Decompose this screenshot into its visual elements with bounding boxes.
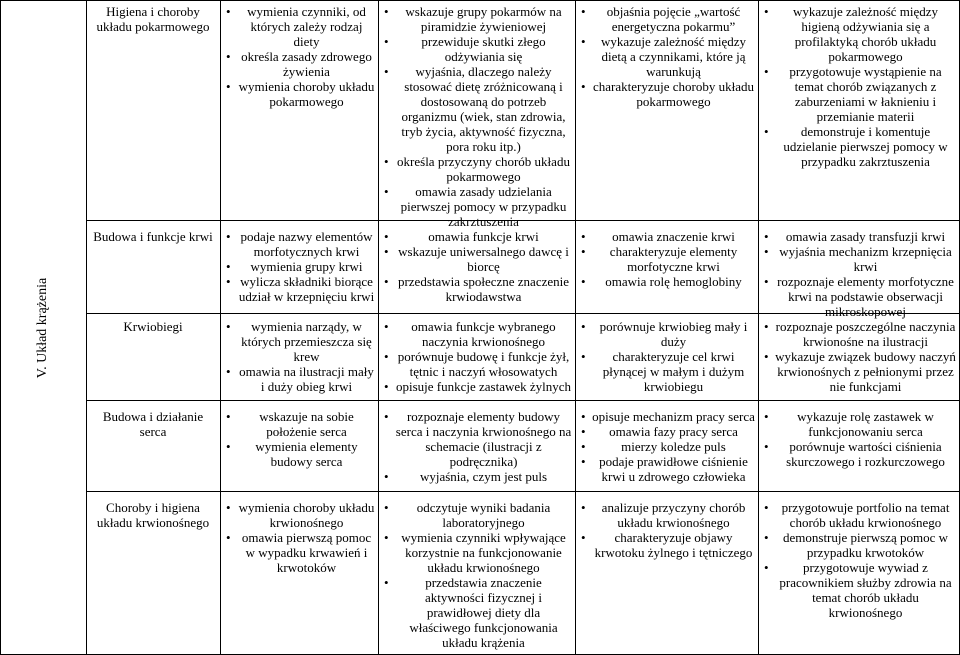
row-topic: Budowa i funkcje krwi [93, 229, 213, 244]
list-item: • wykazuje rolę zastawek w funkcjonowaniu serca [762, 409, 956, 439]
list-item: • rozpoznaje elementy budowy serca i naczynia krwionośnego na schemacie (ilustracji z podręcznika) [382, 409, 572, 469]
bullet-list [382, 500, 572, 650]
list-item: • rozpoznaje poszczególne naczynia krwionośne na ilustracji [762, 319, 956, 349]
bullet-list [579, 500, 755, 560]
list-item: • porównuje wartości ciśnienia skurczowego i rozkurczowego [762, 439, 956, 469]
row1-col3 [579, 4, 755, 109]
list-item: • omawia funkcje krwi [382, 229, 572, 244]
list-item: • określa przyczyny chorób układu pokarmowego [382, 154, 572, 184]
bullet-list [762, 4, 956, 169]
bullet-list [579, 319, 755, 394]
list-item: • przygotowuje wystąpienie na temat chorób związanych z zaburzeniami w łaknieniu i przemianie materii [762, 64, 956, 124]
list-item: • wykazuje zależność między dietą a czynnikami, które ją warunkują [579, 34, 755, 79]
list-item: • omawia znaczenie krwi [579, 229, 755, 244]
list-item: • wyjaśnia, dlaczego należy stosować dietę zróżnicowaną i dostosowaną do potrzeb organizmu (wiek, stan zdrowia, tryb życia, aktywność fizyczna, pora roku itp.) [382, 64, 572, 154]
list-item: • wyjaśnia mechanizm krzepnięcia krwi [762, 244, 956, 274]
row4-col2 [382, 409, 572, 484]
list-item: • wskazuje uniwersalnego dawcę i biorcę [382, 244, 572, 274]
list-item: • wymienia elementy budowy serca [224, 439, 376, 469]
bullet-list [762, 319, 956, 394]
list-item: • wylicza składniki biorące udział w krzepnięciu krwi [224, 274, 376, 304]
list-item: • wymienia choroby układu pokarmowego [224, 79, 376, 109]
list-item: • wymienia czynniki wpływające korzystnie na funkcjonowanie układu krwionośnego [382, 530, 572, 575]
list-item: • opisuje mechanizm pracy serca [579, 409, 755, 424]
list-item: • wymienia grupy krwi [224, 259, 376, 274]
bullet-list [382, 319, 572, 394]
bullet-list [579, 4, 755, 109]
list-item: • omawia funkcje wybranego naczynia krwionośnego [382, 319, 572, 349]
bullet-list [579, 409, 755, 484]
list-item: • rozpoznaje elementy morfotyczne krwi na podstawie obserwacji mikroskopowej [762, 274, 956, 319]
bullet-list [224, 4, 376, 109]
row2-col4 [762, 229, 956, 319]
row-topic: Krwiobiegi [123, 319, 183, 334]
list-item: • opisuje funkcje zastawek żylnych [382, 379, 572, 394]
list-item: • wykazuje zależność między higieną odżywiania się a profilaktyką chorób układu pokarmowego [762, 4, 956, 64]
row3-col3 [579, 319, 755, 394]
row5-col4 [762, 500, 956, 620]
list-item: • demonstruje i komentuje udzielanie pierwszej pomocy w przypadku zakrztuszenia [762, 124, 956, 169]
section-title: V. Układ krążenia [35, 277, 50, 378]
list-item: • wskazuje grupy pokarmów na piramidzie żywieniowej [382, 4, 572, 34]
bullet-list [762, 409, 956, 469]
row3-col4 [762, 319, 956, 394]
row1-col2 [382, 4, 572, 229]
row5-col3 [579, 500, 755, 560]
bullet-list [382, 229, 572, 304]
list-item: • objaśnia pojęcie „wartość energetyczna pokarmu” [579, 4, 755, 34]
row3-col2 [382, 319, 572, 394]
row3-col1 [224, 319, 376, 394]
list-item: • przygotowuje portfolio na temat chorób układu krwionośnego [762, 500, 956, 530]
list-item: • przygotowuje wywiad z pracownikiem służby zdrowia na temat chorób układu krwionośnego [762, 560, 956, 620]
list-item: • podaje nazwy elementów morfotycznych krwi [224, 229, 376, 259]
row4-col3 [579, 409, 755, 484]
list-item: • wymienia choroby układu krwionośnego [224, 500, 376, 530]
list-item: • przewiduje skutki złego odżywiania się [382, 34, 572, 64]
list-item: • omawia zasady udzielania pierwszej pomocy w przypadku zakrztuszenia [382, 184, 572, 229]
list-item: • określa zasady zdrowego żywienia [224, 49, 376, 79]
list-item: • demonstruje pierwszą pomoc w przypadku krwotoków [762, 530, 956, 560]
list-item: • wymienia czynniki, od których zależy rodzaj diety [224, 4, 376, 49]
list-item: • porównuje budowę i funkcje żył, tętnic i naczyń włosowatych [382, 349, 572, 379]
row2-col3 [579, 229, 755, 289]
list-item: • przedstawia znaczenie aktywności fizycznej i prawidłowej diety dla właściwego funkcjonowania układu krążenia [382, 575, 572, 650]
bullet-list [224, 229, 376, 304]
list-item: • charakteryzuje cel krwi płynącej w małym i dużym krwiobiegu [579, 349, 755, 394]
list-item: • wyjaśnia, czym jest puls [382, 469, 572, 484]
bullet-list [224, 409, 376, 469]
list-item: • charakteryzuje objawy krwotoku żylnego i tętniczego [579, 530, 755, 560]
row1-col4 [762, 4, 956, 169]
list-item: • omawia pierwszą pomoc w wypadku krwawień i krwotoków [224, 530, 376, 575]
list-item: • charakteryzuje elementy morfotyczne krwi [579, 244, 755, 274]
row-topic: Higiena i choroby układu pokarmowego [96, 4, 210, 34]
list-item: • omawia fazy pracy serca [579, 424, 755, 439]
row4-col1 [224, 409, 376, 469]
list-item: • omawia na ilustracji mały i duży obieg krwi [224, 364, 376, 394]
list-item: • mierzy koledze puls [579, 439, 755, 454]
bullet-list [382, 409, 572, 484]
row-topic: Budowa i działanie serca [102, 409, 204, 439]
row2-col2 [382, 229, 572, 304]
row-topic: Choroby i higiena układu krwionośnego [96, 500, 210, 530]
row2-col1 [224, 229, 376, 304]
list-item: • omawia zasady transfuzji krwi [762, 229, 956, 244]
list-item: • porównuje krwiobieg mały i duży [579, 319, 755, 349]
list-item: • omawia rolę hemoglobiny [579, 274, 755, 289]
row5-col2 [382, 500, 572, 650]
list-item: • wskazuje na sobie położenie serca [224, 409, 376, 439]
bullet-list [224, 500, 376, 575]
list-item: • odczytuje wyniki badania laboratoryjnego [382, 500, 572, 530]
row5-col1 [224, 500, 376, 575]
list-item: • analizuje przyczyny chorób układu krwionośnego [579, 500, 755, 530]
bullet-list [382, 4, 572, 229]
row1-col1 [224, 4, 376, 109]
section-title-cell [0, 0, 86, 655]
list-item: • wykazuje związek budowy naczyń krwionośnych z pełnionymi przez nie funkcjami [762, 349, 956, 394]
list-item: • przedstawia społeczne znaczenie krwiodawstwa [382, 274, 572, 304]
list-item: • charakteryzuje choroby układu pokarmowego [579, 79, 755, 109]
bullet-list [762, 229, 956, 319]
list-item: • podaje prawidłowe ciśnienie krwi u zdrowego człowieka [579, 454, 755, 484]
bullet-list [762, 500, 956, 620]
bullet-list [224, 319, 376, 394]
list-item: • wymienia narządy, w których przemieszcza się krew [224, 319, 376, 364]
bullet-list [579, 229, 755, 289]
row4-col4 [762, 409, 956, 469]
